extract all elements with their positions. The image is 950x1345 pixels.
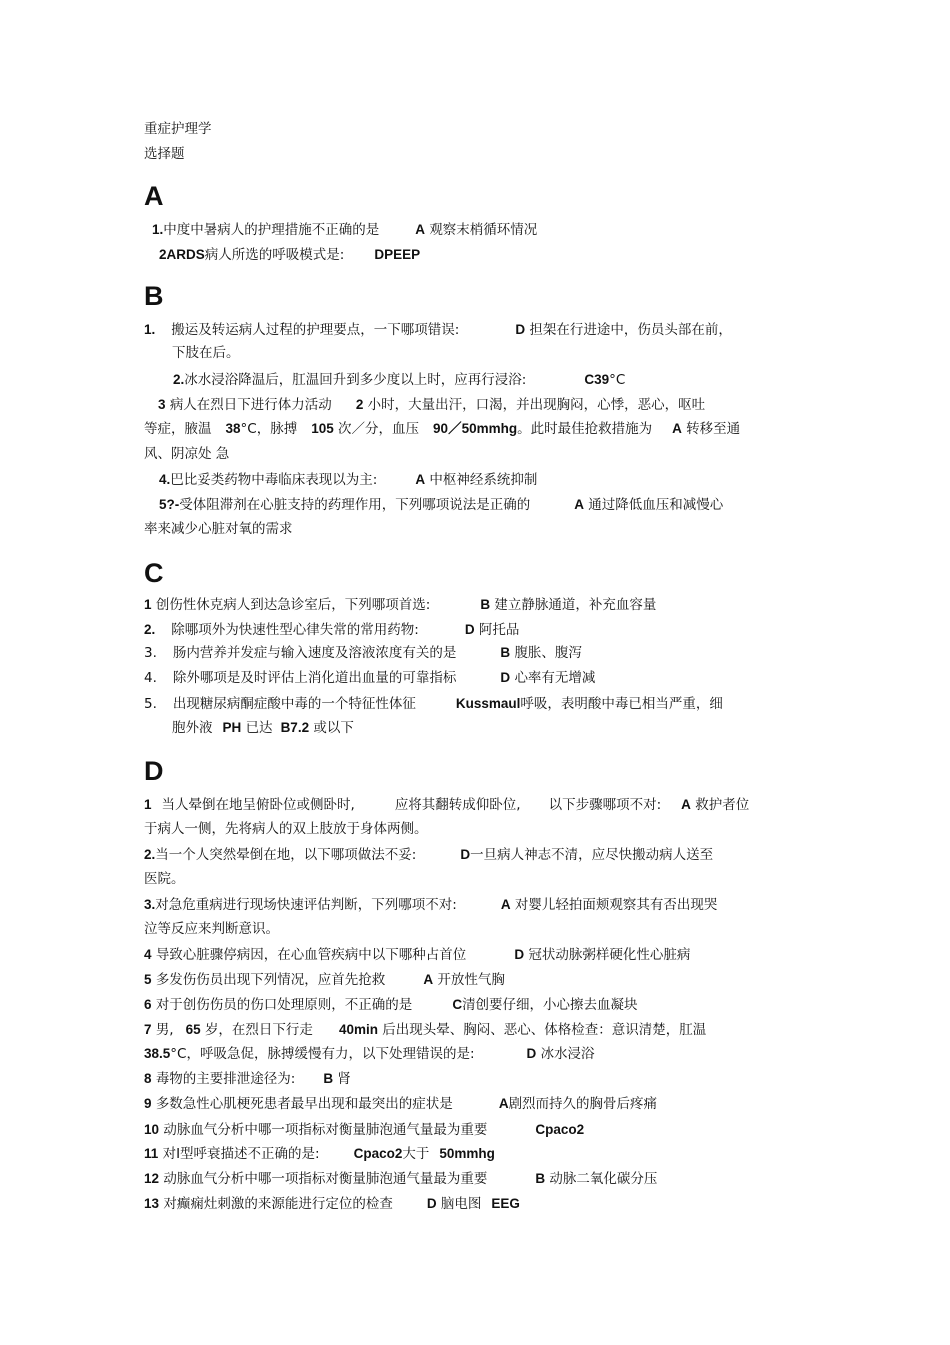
question-number: 2ARDS [159, 247, 205, 262]
question-text: 对急危重病进行现场快速评估判断，下列哪项不对: [155, 897, 457, 913]
question-text: 动脉血气分析中哪一项指标对衡量肺泡通气量最为重要 [163, 1171, 488, 1187]
answer-letter: D [514, 947, 525, 962]
answer-text: 担架在行进途中，伤员头部在前， [529, 322, 732, 338]
question-text: 出现糖尿病酮症酸中毒的一个特征性体征 [172, 696, 416, 712]
question-text: 病人所选的呼吸模式是: [204, 247, 345, 263]
question-d3 [144, 896, 717, 914]
answer-text: 呼吸，表明酸中毒已相当严重，细 [520, 696, 723, 712]
question-text: 对Ⅰ型呼衰描述不正确的是: [162, 1146, 320, 1162]
answer-text: 救护者位 [695, 797, 750, 813]
answer-letter: A [423, 972, 434, 987]
answer-unit: °C [609, 372, 626, 388]
question-d11: 11 对Ⅰ型呼衰描述不正确的是: Cpaco2大于 50mmhg [144, 1146, 495, 1162]
question-c3 [144, 644, 582, 662]
answer-text: 脑电图 [440, 1196, 482, 1212]
question-d4 [144, 946, 690, 964]
question-text: 导致心脏骤停病因，在心血管疾病中以下哪种占首位 [155, 947, 467, 963]
question-number: 2. [144, 847, 156, 862]
question-text: 冰水浸浴降温后，肛温回升到多少度以上时，应再行浸浴: [184, 372, 527, 388]
answer-text: 腹胀、腹泻 [514, 645, 582, 661]
question-b5 [159, 496, 723, 514]
question-number: 1. [144, 322, 156, 337]
question-d7: 7 男, 65 岁，在烈日下行走 40min 后出现头晕、胸闷、恶心、体格检查：意识清楚，肛温 [144, 1022, 707, 1038]
answer-letter: Cpaco2 [535, 1122, 585, 1137]
question-number: 5?- [159, 497, 180, 512]
question-text: 肠内营养并发症与输入速度及溶液浓度有关的是 [172, 645, 457, 661]
answer-letter: A [672, 421, 682, 436]
answer-letter: D [515, 322, 526, 337]
answer-letter: D [460, 847, 471, 862]
question-b5-continuation: 率来减少心脏对氧的需求 [144, 521, 293, 537]
question-b3-line2: 等症，腋温 38°C，脉搏 105 次／分，血压 90／50mmhg。此时最佳抢救措施为 A 转移至通 [144, 421, 741, 437]
question-d10 [144, 1121, 584, 1139]
question-b2 [173, 371, 625, 389]
question-text: 搬运及转运病人过程的护理要点，一下哪项错误: [171, 322, 460, 338]
question-text: 动脉血气分析中哪一项指标对衡量肺泡通气量最为重要 [163, 1122, 488, 1138]
question-d2 [144, 846, 713, 864]
answer-letter: D [500, 670, 511, 685]
question-number: 2. [173, 372, 185, 387]
question-number: 2. [144, 622, 156, 637]
question-number: 13 [144, 1196, 160, 1211]
answer-letter: A [681, 797, 691, 812]
question-text: 中度中暑病人的护理措施不正确的是 [163, 222, 380, 238]
question-number: 8 [144, 1071, 152, 1086]
question-number: 1. [152, 222, 164, 237]
question-c2 [144, 621, 519, 639]
question-d2-continuation: 医院。 [144, 871, 185, 887]
question-text: 创伤性休克病人到达急诊室后，下列哪项首选: [155, 597, 431, 613]
question-number: 4 [144, 947, 152, 962]
question-a2 [159, 246, 420, 264]
question-text: 当一个人突然晕倒在地，以下哪项做法不妥: [155, 847, 417, 863]
question-number: 1 [144, 797, 152, 812]
answer-text: 剧烈而持久的胸骨后疼痛 [508, 1096, 658, 1112]
answer-text: 开放性气胸 [437, 972, 505, 988]
question-b3: 3 病人在烈日下进行体力活动 2 小时，大量出汗，口渴，并出现胸闷，心悸，恶心，呕吐 [158, 397, 706, 413]
question-number: 6 [144, 997, 152, 1012]
question-d1: 1 当人晕倒在地呈俯卧位或侧卧时, 应将其翻转成仰卧位, 以下步骤哪项不对: A 救护者位 [144, 797, 750, 813]
question-text: 对于创伤伤员的伤口处理原则，不正确的是 [155, 997, 413, 1013]
question-d9 [144, 1095, 657, 1113]
question-number: 3 [158, 397, 166, 412]
question-b1 [144, 321, 732, 339]
answer-letter: Kussmaul [455, 696, 521, 711]
question-number: 1 [144, 597, 152, 612]
question-text: 除哪项外为快速性型心律失常的常用药物: [171, 622, 419, 638]
section-heading-d: D [144, 756, 164, 786]
answer-letter: A [500, 897, 511, 912]
question-d3-continuation: 泣等反应来判断意识。 [144, 921, 279, 937]
answer-text: 大于 [402, 1146, 430, 1162]
answer-letter: A [415, 222, 426, 237]
answer-text: 阿托品 [478, 622, 520, 638]
answer-letter: A [498, 1096, 509, 1111]
question-number: 7 [144, 1022, 152, 1037]
question-d12 [144, 1170, 657, 1188]
question-number: 4. [144, 670, 157, 686]
question-d8 [144, 1070, 351, 1088]
answer-text: 清创要仔细，小心擦去血凝块 [462, 997, 638, 1013]
question-d7-line2: 38.5°C，呼吸急促，脉搏缓慢有力，以下处理错误的是: D 冰水浸浴 [144, 1046, 595, 1062]
question-d13: 13 对癫痫灶刺激的来源能进行定位的检查 D 脑电图 EEG [144, 1196, 520, 1212]
question-text: 对癫痫灶刺激的来源能进行定位的检查 [163, 1196, 393, 1212]
answer-text: 中枢神经系统抑制 [429, 472, 538, 488]
question-b1-continuation: 下肢在后。 [172, 345, 240, 361]
answer-text: 一旦病人神志不清，应尽快搬动病人送至 [470, 847, 714, 863]
question-text: 多数急性心肌梗死患者最早出现和最突出的症状是 [155, 1096, 453, 1112]
answer-text: 冠状动脉粥样硬化性心脏病 [528, 947, 691, 963]
answer-letter: B [480, 597, 491, 612]
answer-letter: C39 [584, 372, 610, 387]
answer-letter: DPEEP [374, 247, 421, 262]
question-number: 3. [144, 897, 156, 912]
question-text: 毒物的主要排泄途径为: [155, 1071, 296, 1087]
answer-text: 建立静脉通道，补充血容量 [494, 597, 657, 613]
question-number: 11 [144, 1146, 159, 1161]
question-d1-continuation: 于病人一侧，先将病人的双上肢放于身体两侧。 [144, 821, 428, 837]
answer-letter: Cpaco2 [353, 1146, 403, 1161]
question-c5-continuation: 胞外液 PH 已达 B7.2 或以下 [172, 720, 354, 736]
question-b4 [159, 471, 537, 489]
document-title: 重症护理学 [144, 121, 212, 137]
question-number: 4. [159, 472, 171, 487]
section-heading-c: C [144, 558, 164, 588]
question-a1 [152, 221, 537, 239]
answer-letter: B [323, 1071, 334, 1086]
answer-text: 观察末梢循环情况 [429, 222, 538, 238]
document-subtitle: 选择题 [144, 146, 185, 162]
answer-letter: A [415, 472, 426, 487]
question-text: 多发伤伤员出现下列情况，应首先抢救 [155, 972, 386, 988]
answer-text: 冰水浸浴 [540, 1046, 595, 1062]
answer-text: 动脉二氧化碳分压 [549, 1171, 658, 1187]
question-number: 5 [144, 972, 152, 987]
question-number: 9 [144, 1096, 152, 1111]
question-text: 除外哪项是及时评估上消化道出血量的可靠指标 [172, 670, 457, 686]
answer-text: 对婴儿轻拍面颊观察其有否出现哭 [514, 897, 718, 913]
question-number: 3. [144, 645, 157, 661]
question-c1 [144, 596, 656, 614]
question-c4 [144, 669, 595, 687]
section-heading-a: A [144, 181, 164, 211]
question-b3-continuation: 风、阴凉处 急 [144, 446, 230, 462]
question-d6 [144, 996, 638, 1014]
question-number: 5. [144, 696, 157, 712]
answer-letter: B [535, 1171, 546, 1186]
answer-letter: C [452, 997, 463, 1012]
question-number: 10 [144, 1122, 160, 1137]
answer-text: 心率有无增减 [514, 670, 596, 686]
answer-text: 通过降低血压和减慢心 [588, 497, 724, 513]
question-text: 巴比妥类药物中毒临床表现以为主: [170, 472, 378, 488]
question-c5 [144, 695, 723, 713]
answer-letter: B [500, 645, 511, 660]
answer-letter: A [574, 497, 584, 512]
question-d5 [144, 971, 505, 989]
answer-letter: D [464, 622, 475, 637]
question-number: 12 [144, 1171, 160, 1186]
question-text: 受体阻滞剂在心脏支持的药理作用，下列哪项说法是正确的 [179, 497, 531, 513]
answer-letter: D [426, 1196, 437, 1211]
answer-text: 肾 [337, 1071, 351, 1087]
answer-letter: D [526, 1046, 537, 1061]
answer-text: 转移至通 [686, 421, 741, 437]
section-heading-b: B [144, 281, 164, 311]
